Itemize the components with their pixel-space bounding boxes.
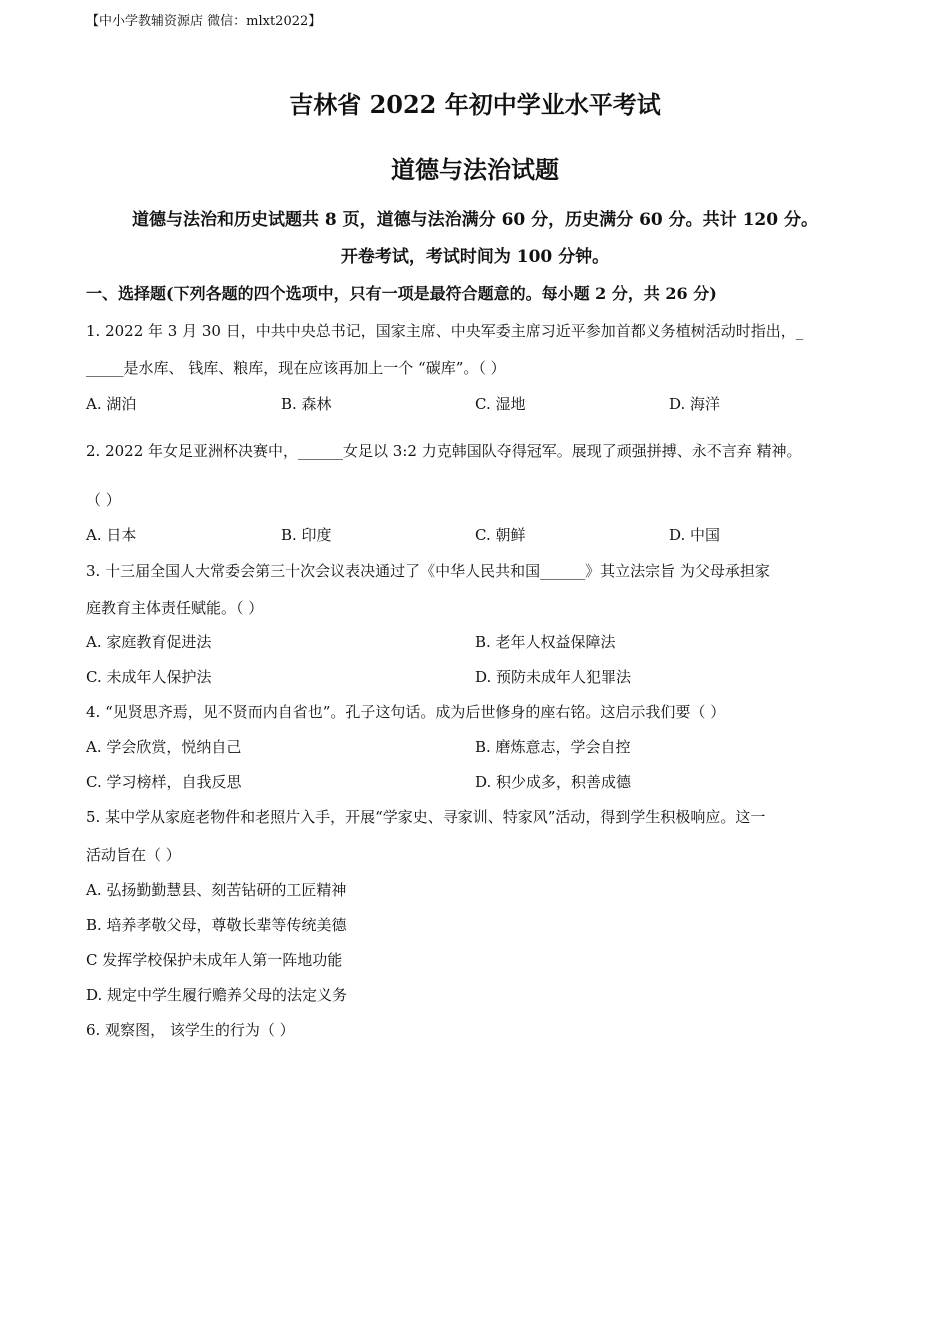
question-4-option-d: D. 积少成多，积善成德 [475, 773, 632, 791]
question-4-option-b: B. 磨炼意志，学会自控 [475, 738, 631, 756]
question-6-line-1: 6. 观察图， 该学生的行为（ ） [86, 1021, 295, 1039]
question-5-line-1: 5. 某中学从家庭老物件和老照片入手，开展“学家史、寻家训、特家风”活动，得到学生积极响应。这一 [86, 808, 766, 826]
exam-info-line-2: 开卷考试，考试时间为 100 分钟。 [340, 247, 610, 267]
question-2-line-2: （ ） [86, 491, 121, 509]
question-4-option-c: C. 学习榜样，自我反思 [86, 773, 242, 791]
exam-info-line-1: 道德与法治和历史试题共 8 页，道德与法治满分 60 分，历史满分 60 分。共计 120 分。 [132, 210, 818, 230]
question-3-option-b: B. 老年人权益保障法 [475, 633, 616, 651]
question-3-option-d: D. 预防未成年人犯罪法 [475, 668, 632, 686]
question-4-option-a: A. 学会欣赏，悦纳自己 [86, 738, 242, 756]
section-heading: 一、选择题(下列各题的四个选项中，只有一项是最符合题意的。每小题 2 分，共 26 分) [86, 284, 717, 303]
question-1-option-c: C. 湿地 [475, 395, 526, 413]
question-1-option-d: D. 海洋 [669, 395, 721, 413]
question-3-option-c: C. 未成年人保护法 [86, 668, 212, 686]
question-3-line-1: 3. 十三届全国人大常委会第三十次会议表决通过了《中华人民共和国______》其立法宗旨 为父母承担家 [86, 562, 770, 580]
question-4-line-1: 4. “见贤思齐焉，见不贤而内自省也”。孔子这句话。成为后世修身的座右铭。这启示我们要（ ） [86, 703, 726, 721]
question-2-option-a: A. 日本 [86, 526, 137, 544]
question-1-option-a: A. 湖泊 [86, 395, 137, 413]
question-5-line-2: 活动旨在（ ） [86, 846, 181, 864]
question-3-line-2: 庭教育主体责任赋能。（ ） [86, 599, 264, 617]
question-5-option-c: C 发挥学校保护未成年人第一阵地功能 [86, 951, 343, 969]
question-2-line-1: 2. 2022 年女足亚洲杯决赛中，______女足以 3:2 力克韩国队夺得冠军。展现了顽强拼搏、永不言弃 精神。 [86, 442, 802, 460]
question-2-option-c: C. 朝鲜 [475, 526, 526, 544]
question-1-option-b: B. 森林 [281, 395, 332, 413]
exam-title: 吉林省 2022 年初中学业水平考试 [289, 90, 661, 119]
header-note: 【中小学教辅资源店 微信：mlxt2022】 [86, 14, 322, 29]
question-3-option-a: A. 家庭教育促进法 [86, 633, 212, 651]
exam-subject-title: 道德与法治试题 [391, 155, 559, 184]
question-5-option-d: D. 规定中学生履行赡养父母的法定义务 [86, 986, 348, 1004]
question-2-option-d: D. 中国 [669, 526, 721, 544]
question-1-line-1: 1. 2022 年 3 月 30 日，中共中央总书记，国家主席、中央军委主席习近平参加首都义务植树活动时指出，_ [86, 322, 804, 340]
question-2-option-b: B. 印度 [281, 526, 332, 544]
question-1-line-2: _____是水库、 钱库、粮库，现在应该再加上一个 “碳库”。（ ） [86, 359, 506, 377]
question-5-option-b: B. 培养孝敬父母，尊敬长辈等传统美德 [86, 916, 347, 934]
question-5-option-a: A. 弘扬勤勤慧县、刻苦钻研的工匠精神 [86, 881, 347, 899]
